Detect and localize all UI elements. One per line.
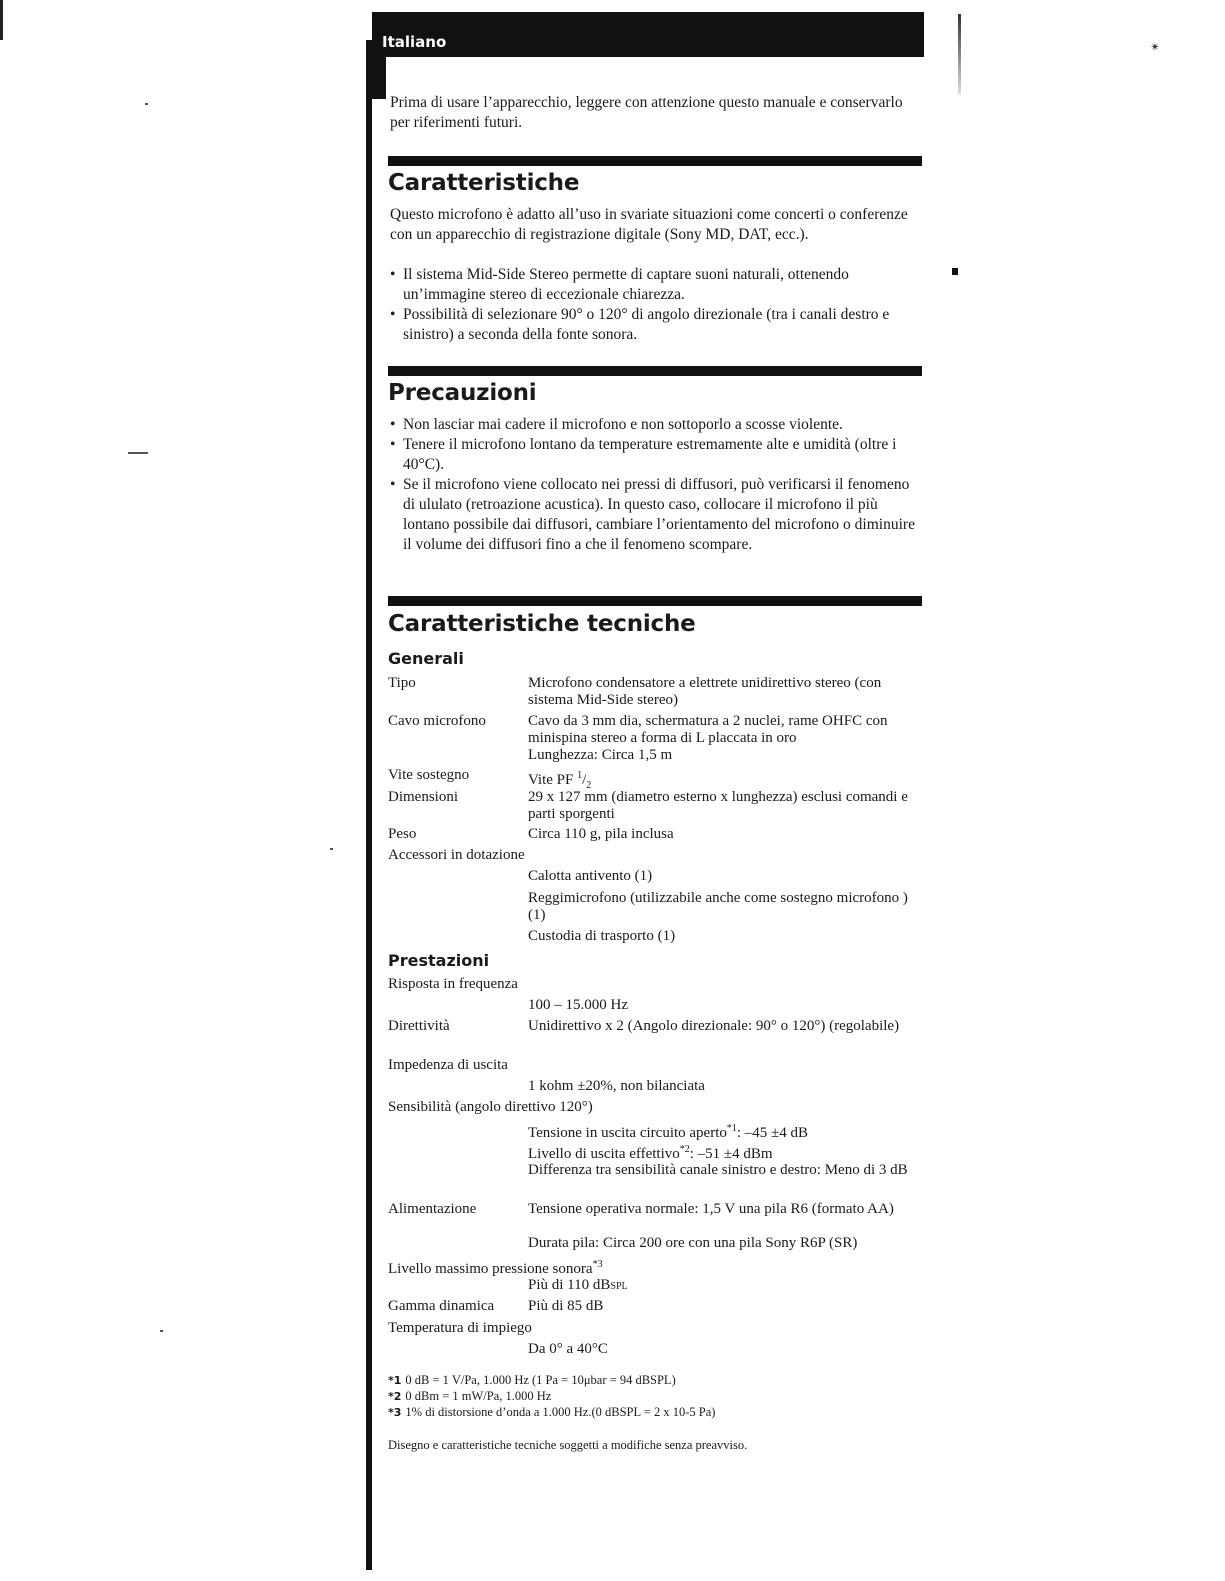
section-rule xyxy=(388,156,922,166)
spec-label-temperatura: Temperatura di impiego xyxy=(388,1320,532,1336)
features-list xyxy=(390,265,920,345)
spec-value-impedenza: 1 kohm ±20%, non bilanciata xyxy=(528,1078,705,1094)
footnote: *3 1% di distorsione d’onda a 1.000 Hz.(0 dBSPL = 2 x 10-5 Pa) xyxy=(388,1405,716,1419)
spec-value-tipo: Microfono condensatore a elettrete unidirettivo stereo (con sistema Mid-Side stereo) xyxy=(528,675,882,708)
performance-subtitle: Prestazioni xyxy=(388,951,490,970)
spec-value-accessorio: Reggimicrofono (utilizzabile anche come sostegno microfono ) (1) xyxy=(528,890,908,923)
features-description: Questo microfono è adatto all’uso in svariate situazioni come concerti o conferenze con un apparecchio di registrazione digitale (Sony MD, DAT, ecc.). xyxy=(390,206,908,243)
header-tab xyxy=(372,57,386,99)
section-rule xyxy=(388,596,922,606)
footnote: *1 0 dB = 1 V/Pa, 1.000 Hz (1 Pa = 10μbar = 94 dBSPL) xyxy=(388,1373,676,1387)
intro-text: Prima di usare l’apparecchio, leggere con attenzione questo manuale e conservarlo per riferimenti futuri. xyxy=(390,94,903,131)
spec-value-peso: Circa 110 g, pila inclusa xyxy=(528,826,674,842)
list-item: • Possibilità di selezionare 90° o 120° di angolo direzionale (tra i canali destro e sinistro) a seconda della fonte sonora. xyxy=(390,305,920,345)
binding-edge xyxy=(366,40,372,1570)
spec-value-cavo-length: Lunghezza: Circa 1,5 m xyxy=(528,747,673,763)
staple-mark xyxy=(958,14,961,94)
section-rule xyxy=(388,366,922,376)
spec-value-pressione: Più di 110 dBSPL xyxy=(528,1277,628,1293)
spec-label-gamma: Gamma dinamica xyxy=(388,1298,495,1314)
spec-label-vite: Vite sostegno xyxy=(388,767,470,783)
page-marker xyxy=(952,268,958,275)
scan-speck xyxy=(330,848,333,850)
spec-value-frequenza: 100 – 15.000 Hz xyxy=(528,997,628,1013)
language-label: Italiano xyxy=(382,33,447,51)
spec-label-peso: Peso xyxy=(388,826,417,842)
disclaimer: Disegno e caratteristiche tecniche soggetti a modifiche senza preavviso. xyxy=(388,1438,748,1452)
scan-speck xyxy=(160,1330,163,1332)
list-item: • Il sistema Mid-Side Stereo permette di captare suoni naturali, ottenendo un’immagine stereo di eccezionale chiarezza. xyxy=(390,265,920,305)
scan-speck xyxy=(145,103,148,105)
spec-value-livello: Livello di uscita effettivo$^{*2}$: –51 ±4 dBm xyxy=(528,1144,773,1162)
spec-value-temperatura: Da 0° a 40°C xyxy=(528,1341,608,1357)
spec-value-dimensioni: 29 x 127 mm (diametro esterno x lunghezza) esclusi comandi e parti sporgenti xyxy=(528,789,908,822)
scan-edge-mark xyxy=(0,0,3,40)
spec-label-pressione: Livello massimo pressione sonora$^{*3}$ xyxy=(388,1259,603,1277)
spec-label-cavo: Cavo microfono xyxy=(388,713,486,729)
spec-label-alimentazione: Alimentazione xyxy=(388,1201,477,1217)
language-header-bar xyxy=(372,12,924,57)
corner-smudge: ✴ xyxy=(1150,40,1161,54)
spec-value-differenza: Differenza tra sensibilità canale sinistro e destro: Meno di 3 dB xyxy=(528,1162,908,1178)
spec-value-vite: Vite PF $^1/_2$ xyxy=(528,770,592,791)
general-subtitle: Generali xyxy=(388,649,464,668)
footnote: *2 0 dBm = 1 mW/Pa, 1.000 Hz xyxy=(388,1389,552,1403)
list-item: • Non lasciar mai cadere il microfono e non sottoporlo a scosse violente. xyxy=(390,415,920,435)
features-title: Caratteristiche xyxy=(388,170,580,196)
spec-label-tipo: Tipo xyxy=(388,675,416,691)
spec-value-gamma: Più di 85 dB xyxy=(528,1298,604,1314)
spec-value-durata: Durata pila: Circa 200 ore con una pila Sony R6P (SR) xyxy=(528,1235,858,1251)
spec-label-impedenza: Impedenza di uscita xyxy=(388,1057,508,1073)
spec-value-tensione: Tensione in uscita circuito aperto$^{*1}$: –45 ±4 dB xyxy=(528,1123,809,1141)
specs-title: Caratteristiche tecniche xyxy=(388,611,696,637)
spec-value-accessorio: Calotta antivento (1) xyxy=(528,868,653,884)
precautions-title: Precauzioni xyxy=(388,380,537,406)
list-item: • Se il microfono viene collocato nei pressi di diffusori, può verificarsi il fenomeno di ululato (retroazione acustica). In questo caso, collocare il microfono il più lontano possibile dai diffusori, cambiare l’orientamento del microfono o diminuire il volume dei diffusori fino a che il fenomeno scompare. xyxy=(390,475,920,555)
spec-value-direttivita: Unidirettivo x 2 (Angolo direzionale: 90° o 120°) (regolabile) xyxy=(528,1018,900,1034)
precautions-list xyxy=(390,415,920,555)
spec-label-sensibilita: Sensibilità (angolo direttivo 120°) xyxy=(388,1099,593,1115)
spec-label-accessori: Accessori in dotazione xyxy=(388,847,525,863)
spec-value-cavo: Cavo da 3 mm dia, schermatura a 2 nuclei, rame OHFC con minispina stereo a forma di L placcata in oro xyxy=(528,713,888,746)
spec-label-dimensioni: Dimensioni xyxy=(388,789,458,805)
spec-value-accessorio: Custodia di trasporto (1) xyxy=(528,928,676,944)
spec-value-alimentazione: Tensione operativa normale: 1,5 V una pila R6 (formato AA) xyxy=(528,1201,894,1217)
spec-label-direttivita: Direttività xyxy=(388,1018,450,1034)
scan-speck xyxy=(128,452,148,454)
list-item: • Tenere il microfono lontano da temperature estremamente alte e umidità (oltre i 40°C). xyxy=(390,435,920,475)
spec-label-frequenza: Risposta in frequenza xyxy=(388,976,518,992)
